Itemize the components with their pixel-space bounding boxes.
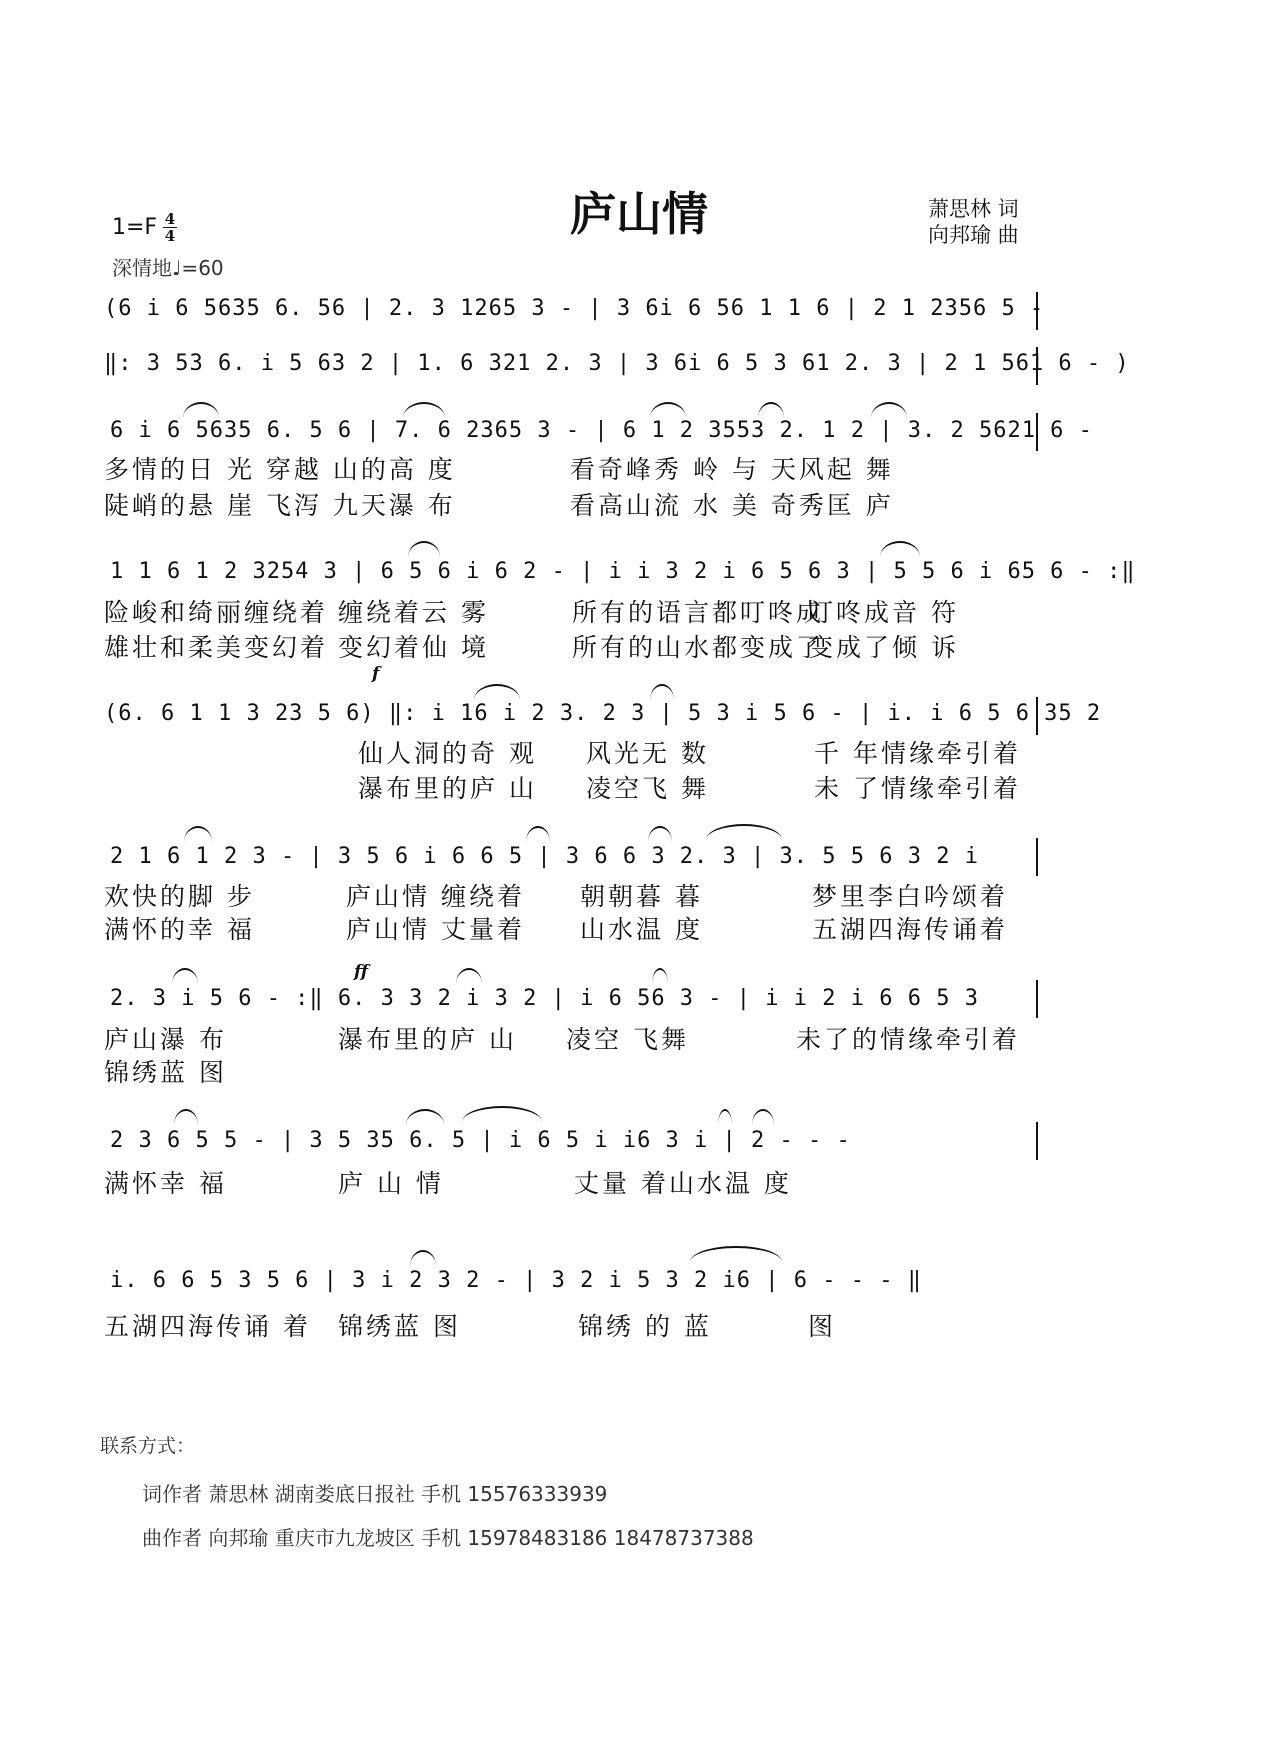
lyric-verse1-b: 看奇峰秀 岭 与 天风起 舞 — [570, 455, 894, 484]
lyric-verse1-b: 庐山情 缠绕着 — [346, 882, 525, 911]
notation-system-1: (6 i 6 5635 6. 56 | 2. 3 1265 3 - | 3 6i 6 56 1 1 6 | 2 1 2356 5 - — [104, 296, 1045, 321]
barline — [1036, 838, 1038, 876]
lyricist-credit: 萧思林 词 — [928, 197, 1019, 221]
barline — [1036, 292, 1038, 330]
slur — [406, 1109, 444, 1125]
slur — [408, 541, 440, 557]
lyric-verse1-c: 千 年情缘牵引着 — [814, 739, 1021, 768]
slur — [650, 402, 686, 418]
slur — [758, 402, 784, 418]
lyric-verse2-a: 锦绣蓝 图 — [104, 1058, 227, 1087]
lyric-verse1-a: 庐山瀑 布 — [104, 1025, 227, 1054]
lyric-verse1-d: 叮咚成音 符 — [808, 598, 959, 627]
lyric-verse1-a: 五湖四海传诵 着 — [104, 1312, 311, 1341]
lyric-verse1-a: 多情的日 光 穿越 山的高 度 — [104, 455, 456, 484]
slur — [706, 824, 782, 840]
notation-system-8: 2 3 6 5 5 - | 3 5 35 6. 5 | i 6 5 i i6 3 i | 2 - - - — [110, 1128, 851, 1153]
notation-system-7: 2. 3 i 5 6 - :‖ 6. 3 3 2 i 3 2 | i 6 56 3 - | i i 2 i 6 6 5 3 — [110, 986, 979, 1011]
slur — [184, 826, 212, 842]
composer-credit: 向邦瑜 曲 — [928, 223, 1019, 247]
slur — [690, 1246, 782, 1262]
lyric-verse2-a: 瀑布里的庐 山 — [358, 774, 537, 803]
lyric-verse2-b: 看高山流 水 美 奇秀匡 庐 — [570, 491, 894, 520]
lyric-verse1-c: 凌空 飞舞 — [566, 1025, 689, 1054]
barline — [1036, 980, 1038, 1018]
dynamic-fortissimo: ff — [354, 962, 369, 982]
slur — [652, 968, 668, 984]
lyric-verse1-b: 庐 山 情 — [338, 1169, 444, 1198]
lyric-verse2-d: 五湖四海传诵着 — [812, 915, 1009, 944]
notation-system-2: ‖: 3 53 6. i 5 63 2 | 1. 6 321 2. 3 | 3 6i 6 5 3 61 2. 3 | 2 1 561 6 - ) — [104, 351, 1130, 376]
lyric-verse2-c: 山水温 度 — [580, 915, 703, 944]
lyric-verse2-a: 雄壮和柔美变幻着 — [104, 633, 329, 662]
tempo-marking: 深情地♩=60 — [112, 256, 224, 280]
time-signature-top: 4 — [164, 210, 176, 228]
slur — [650, 684, 674, 700]
lyric-verse1-d: 图 — [808, 1312, 837, 1341]
lyric-verse2-b: 庐山情 丈量着 — [346, 915, 525, 944]
lyric-verse2-c: 未 了情缘牵引着 — [814, 774, 1021, 803]
lyric-verse1-a: 险峻和绮丽缠绕着 — [104, 598, 329, 627]
notation-system-6: 2 1 6 1 2 3 - | 3 5 6 i 6 6 5 | 3 6 6 3 2. 3 | 3. 5 5 6 3 2 i — [110, 844, 979, 869]
key-signature: 1=F — [112, 215, 158, 240]
lyric-verse1-b: 锦绣蓝 图 — [338, 1312, 461, 1341]
barline — [1036, 413, 1038, 451]
time-signature — [163, 211, 177, 244]
notation-system-5: (6. 6 1 1 3 23 5 6) ‖: i 16 i 2 3. 2 3 | 5 3 i 5 6 - | i. i 6 5 6 35 2 — [104, 701, 1102, 726]
contact-lyricist: 词作者 萧思林 湖南娄底日报社 手机 15576333939 — [142, 1482, 608, 1506]
slur — [462, 1106, 542, 1122]
lyric-verse2-a: 陡峭的悬 崖 飞泻 九天瀑 布 — [104, 491, 456, 520]
slur — [183, 402, 219, 418]
slur — [410, 1250, 436, 1266]
slur — [871, 402, 907, 418]
contact-composer: 曲作者 向邦瑜 重庆市九龙坡区 手机 15978483186 18478737388 — [142, 1526, 754, 1550]
song-title: 庐山情 — [570, 187, 708, 241]
lyric-verse2-d: 变成了倾 诉 — [808, 633, 959, 662]
lyric-verse1-c: 丈量 着山水温 度 — [574, 1169, 792, 1198]
lyric-verse1-b: 风光无 数 — [586, 739, 709, 768]
lyric-verse1-c: 所有的语言都叮咚成 — [572, 598, 825, 627]
slur — [456, 968, 482, 984]
lyric-verse2-c: 所有的山水都变成了 — [572, 633, 825, 662]
notation-system-3: 6 i 6 5635 6. 5 6 | 7. 6 2365 3 - | 6 1 2 3553 2. 1 2 | 3. 2 5621 6 - — [110, 418, 1093, 443]
slur — [403, 402, 445, 418]
notation-system-4: 1 1 6 1 2 3254 3 | 6 5 6 i 6 2 - | i i 3 2 i 6 5 6 3 | 5 5 6 i 65 6 - :‖ — [110, 559, 1136, 584]
lyric-verse1-c: 朝朝暮 暮 — [580, 882, 703, 911]
time-signature-bottom: 4 — [164, 227, 176, 245]
slur — [172, 968, 198, 984]
lyric-verse1-d: 未了的情缘牵引着 — [796, 1025, 1021, 1054]
slur — [474, 684, 520, 700]
slur — [174, 1109, 198, 1125]
slur — [752, 1109, 774, 1125]
barline — [1036, 1122, 1038, 1160]
lyric-verse1-a: 满怀幸 福 — [104, 1169, 227, 1198]
contact-heading: 联系方式： — [100, 1435, 196, 1457]
slur — [648, 826, 672, 842]
lyric-verse2-b: 变幻着仙 境 — [338, 633, 489, 662]
barline — [1036, 347, 1038, 385]
lyric-verse1-b: 瀑布里的庐 山 — [338, 1025, 517, 1054]
dynamic-forte: f — [372, 664, 380, 684]
lyric-verse2-a: 满怀的幸 福 — [104, 915, 255, 944]
lyric-verse1-a: 仙人洞的奇 观 — [358, 739, 537, 768]
lyric-verse1-d: 梦里李白吟颂着 — [812, 882, 1009, 911]
slur — [718, 1109, 732, 1125]
slur — [880, 541, 920, 557]
notation-system-9: i. 6 6 5 3 5 6 | 3 i 2 3 2 - | 3 2 i 5 3 2 i6 | 6 - - - ‖ — [110, 1268, 922, 1293]
lyric-verse2-b: 凌空飞 舞 — [586, 774, 709, 803]
slur — [526, 826, 550, 842]
lyric-verse1-c: 锦绣 的 蓝 — [578, 1312, 712, 1341]
lyric-verse1-a: 欢快的脚 步 — [104, 882, 255, 911]
lyric-verse1-b: 缠绕着云 雾 — [338, 598, 489, 627]
barline — [1036, 697, 1038, 735]
